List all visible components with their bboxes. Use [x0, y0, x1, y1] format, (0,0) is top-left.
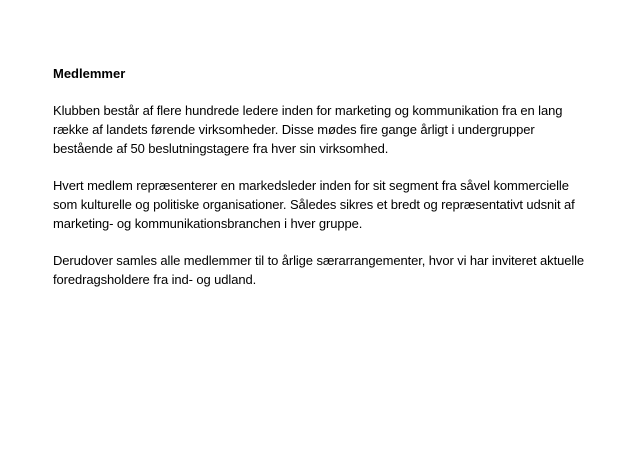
paragraph-line: række af landets førende virksomheder. Disse mødes fire gange årligt i undergrupper	[53, 122, 535, 137]
paragraph-line: Klubben består af flere hundrede ledere inden for marketing og kommunikation fra en lang	[53, 103, 563, 118]
document-heading: Medlemmer	[53, 66, 126, 81]
paragraph-line: Hvert medlem repræsenterer en markedsleder inden for sit segment fra såvel kommercielle	[53, 178, 569, 193]
document-page	[53, 64, 593, 307]
paragraph-intro	[53, 101, 593, 158]
paragraph-line: som kulturelle og politiske organisationer. Således sikres et bredt og repræsentativt udsnit af	[53, 197, 575, 212]
paragraph-line: foredragsholdere fra ind- og udland.	[53, 272, 257, 287]
paragraph-events	[53, 251, 593, 289]
paragraph-line: Derudover samles alle medlemmer til to årlige særarrangementer, hvor vi har inviteret aktuelle	[53, 253, 585, 268]
paragraph-members	[53, 176, 593, 233]
paragraph-line: marketing- og kommunikationsbranchen i hver gruppe.	[53, 216, 363, 231]
paragraph-line: bestående af 50 beslutningstagere fra hver sin virksomhed.	[53, 141, 389, 156]
